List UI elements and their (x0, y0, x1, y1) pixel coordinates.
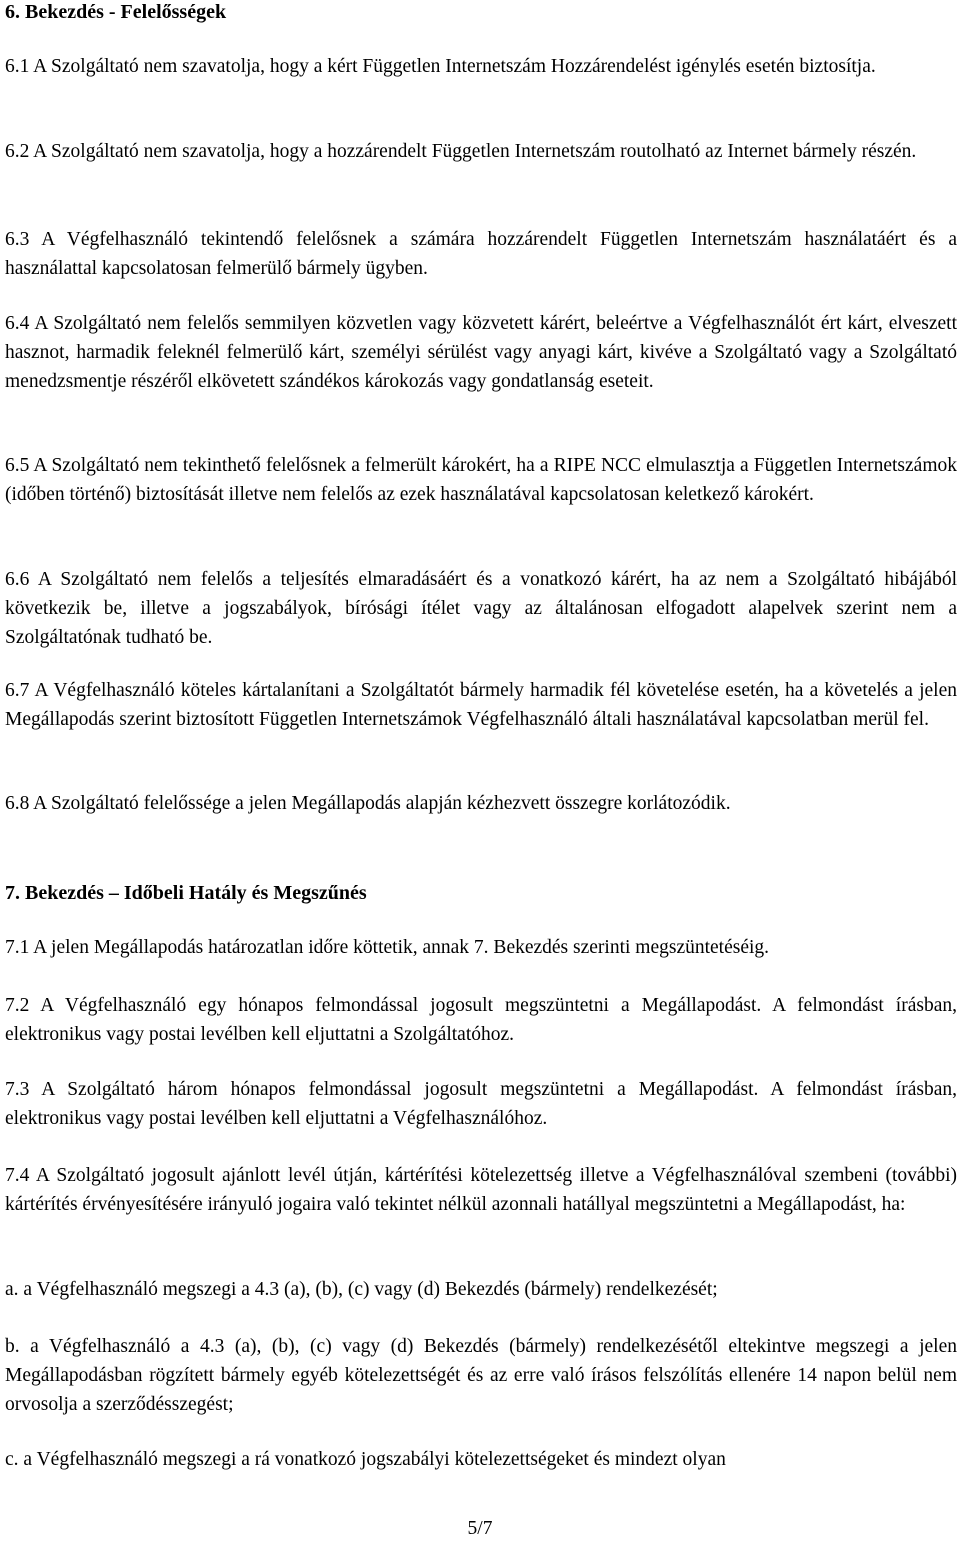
paragraph-7-3: 7.3 A Szolgáltató három hónapos felmondással jogosult megszüntetni a Megállapodást. A felmondást írásban, elektronikus vagy postai levélben kell eljuttatni a Végfelhasználóhoz. (5, 1079, 957, 1129)
page-number: 5/7 (467, 1518, 493, 1539)
section-6-heading: 6. Bekezdés - Felelősségek (5, 1, 227, 23)
paragraph-7-4: 7.4 A Szolgáltató jogosult ajánlott levél útján, kártérítési kötelezettség illetve a Végfelhasználóval szembeni (további) kártérítés érvényesítésére irányuló jogaira való tekintet nélkül azonnali hatállyal megszüntetni a Megállapodást, ha: (5, 1165, 957, 1215)
paragraph-6-4: 6.4 A Szolgáltató nem felelős semmilyen közvetlen vagy közvetett kárért, beleértve a Végfelhasználót ért kárt, elveszett hasznot, harmadik feleknél felmerülő kárt, személyi sérülést vagy anyagi kárt, kivéve a Szolgáltató vagy a Szolgáltató menedzsmentje részéről elkövetett szándékos károkozás vagy gondatlanság eseteit. (5, 313, 957, 392)
section-7-heading: 7. Bekezdés – Időbeli Hatály és Megszűnés (5, 882, 367, 904)
paragraph-7-2: 7.2 A Végfelhasználó egy hónapos felmondással jogosult megszüntetni a Megállapodást. A felmondást írásban, elektronikus vagy postai levélben kell eljuttatni a Szolgáltatóhoz. (5, 995, 957, 1045)
paragraph-6-8: 6.8 A Szolgáltató felelőssége a jelen Megállapodás alapján kézhezvett összegre korlátozódik. (5, 793, 731, 814)
paragraph-6-3: 6.3 A Végfelhasználó tekintendő felelősnek a számára hozzárendelt Független Internetszám használatáért és a használattal kapcsolatosan felmerülő bármely ügyben. (5, 229, 957, 279)
list-item-b: b. a Végfelhasználó a 4.3 (a), (b), (c) vagy (d) Bekezdés (bármely) rendelkezésétől eltekintve megszegi a jelen Megállapodásban rögzített bármely egyéb kötelezettségét és az erre való írásos felszólítás ellenére 14 napon belül nem orvosolja a szerződésszegést; (5, 1336, 957, 1415)
paragraph-6-1: 6.1 A Szolgáltató nem szavatolja, hogy a kért Független Internetszám Hozzárendelést igénylés esetén biztosítja. (5, 56, 876, 77)
paragraph-7-1: 7.1 A jelen Megállapodás határozatlan időre köttetik, annak 7. Bekezdés szerinti megszüntetéséig. (5, 937, 770, 958)
paragraph-6-2: 6.2 A Szolgáltató nem szavatolja, hogy a hozzárendelt Független Internetszám routolható az Internet bármely részén. (5, 141, 917, 162)
paragraph-6-7: 6.7 A Végfelhasználó köteles kártalanítani a Szolgáltatót bármely harmadik fél követelése esetén, ha a követelés a jelen Megállapodás szerint biztosított Független Internetszámok Végfelhasználó általi használatával kapcsolatban merül fel. (5, 680, 957, 730)
paragraph-6-6: 6.6 A Szolgáltató nem felelős a teljesítés elmaradásáért és a vonatkozó kárért, ha az nem a Szolgáltató hibájából következik be, illetve a jogszabályok, bírósági ítélet vagy az általánosan elfogadott alapelvek szerint nem a Szolgáltatónak tudható be. (5, 569, 957, 648)
list-item-a: a. a Végfelhasználó megszegi a 4.3 (a), (b), (c) vagy (d) Bekezdés (bármely) rendelkezését; (5, 1279, 718, 1300)
list-item-c: c. a Végfelhasználó megszegi a rá vonatkozó jogszabályi kötelezettségeket és mindezt olyan (5, 1449, 726, 1470)
paragraph-6-5: 6.5 A Szolgáltató nem tekinthető felelősnek a felmerült károkért, ha a RIPE NCC elmulasztja a Független Internetszámok (időben történő) biztosítását illetve nem felelős az ezek használatával kapcsolatosan keletkező károkért. (5, 455, 957, 505)
